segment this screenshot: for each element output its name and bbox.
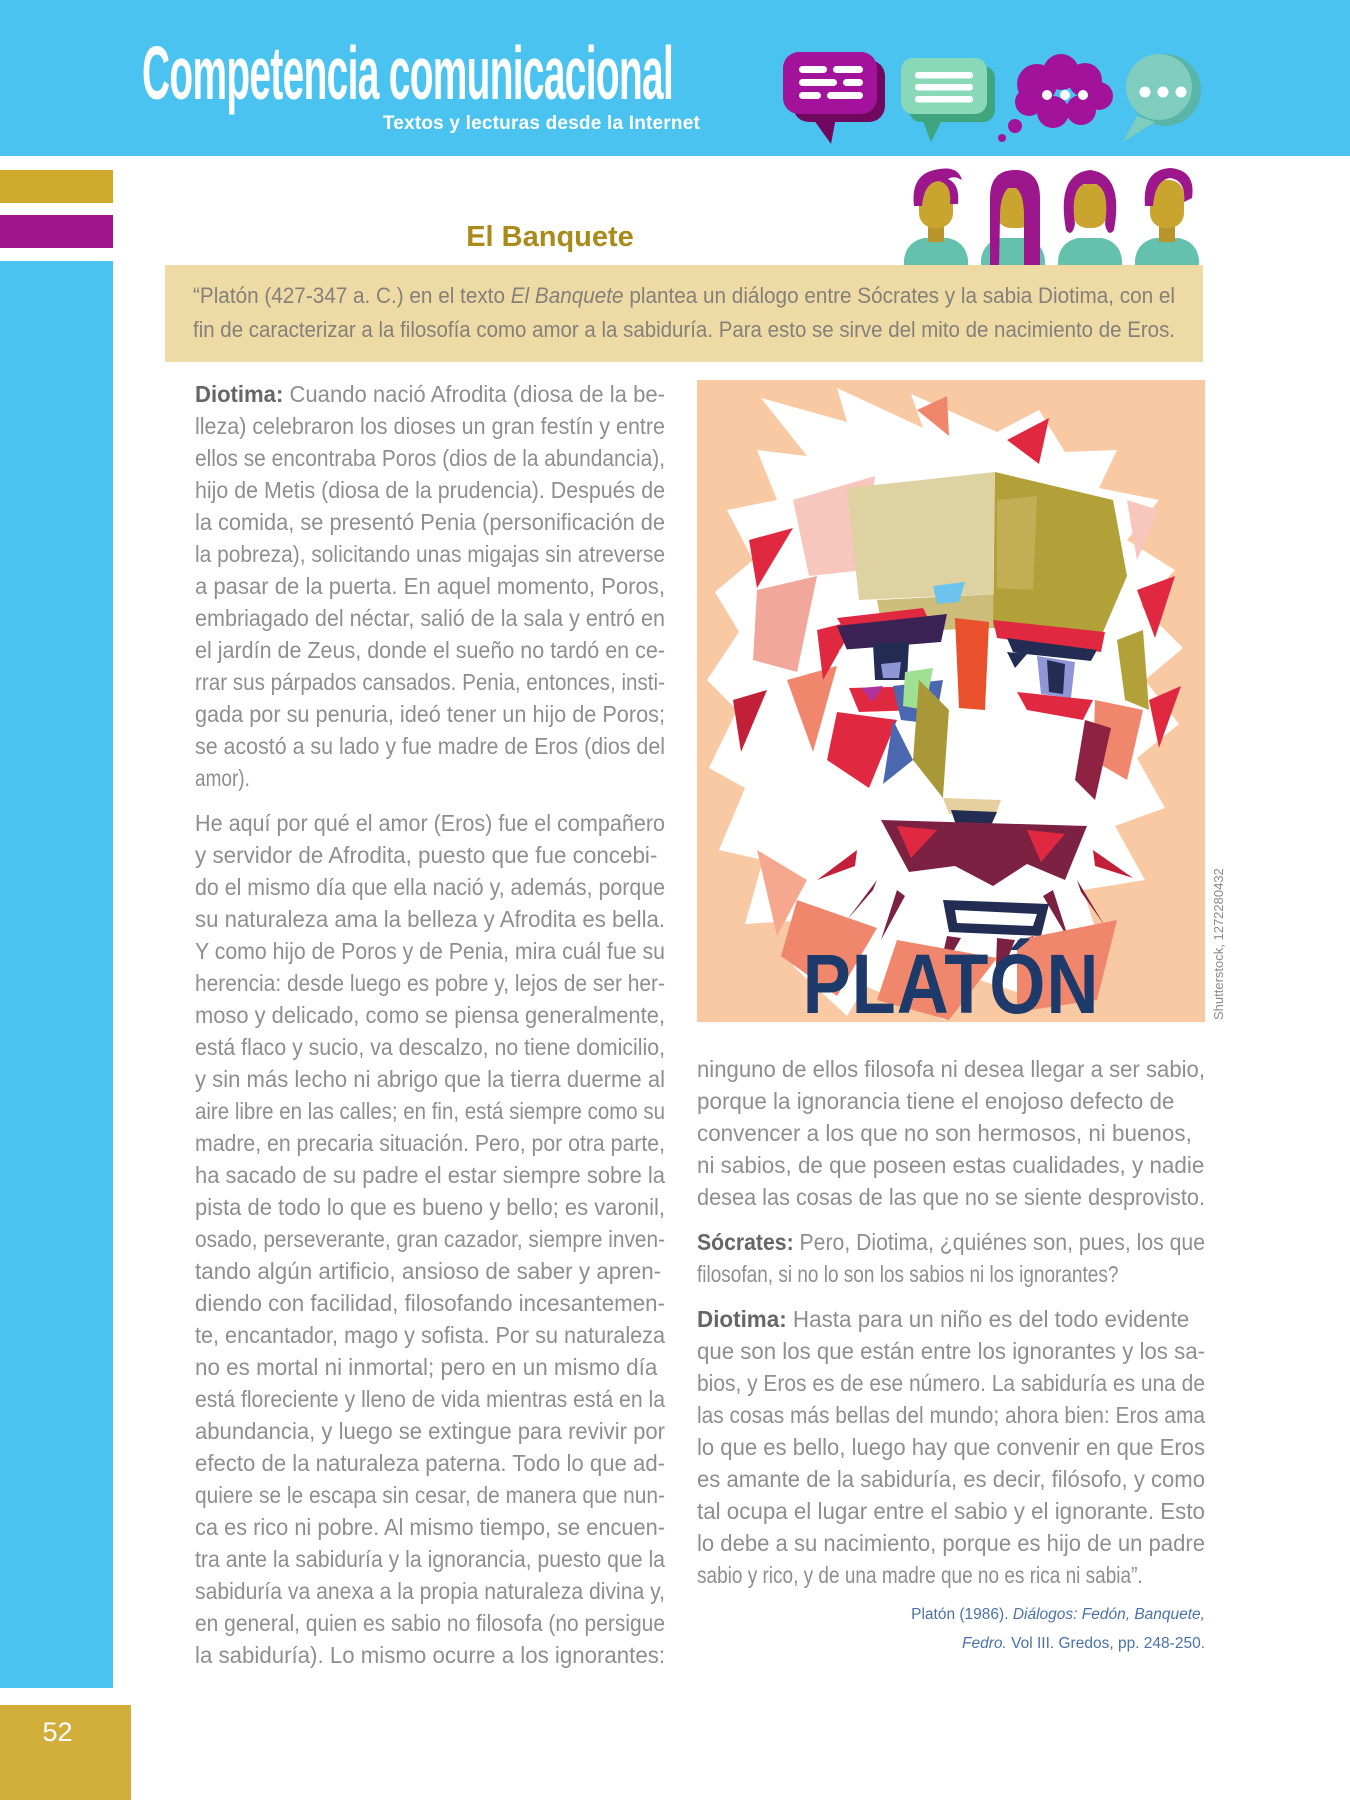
text-line: ca es rico ni pobre. Al mismo tiempo, se encuen-: [195, 1515, 665, 1542]
text-line: a pasar de la puerta. En aquel momento, Poros,: [195, 574, 665, 601]
text-line: abundancia, y luego se extingue para revivir por: [195, 1419, 665, 1446]
text-line: osado, perseverante, gran cazador, siempre inven-: [195, 1227, 666, 1254]
text-line: las cosas más bellas del mundo; ahora bien: Eros ama: [697, 1403, 1206, 1430]
text-line: pista de todo lo que es bueno y bello; es varonil,: [195, 1195, 665, 1222]
platon-portrait-image: [697, 380, 1205, 1031]
chat-bubble-lines-icon: [901, 58, 995, 142]
text-line: ha sacado de su padre el estar siempre sobre la: [195, 1163, 665, 1190]
text-line: porque la ignorancia tiene el enojoso defecto de: [697, 1089, 1175, 1116]
text-line: convencer a los que no son hermosos, ni buenos,: [697, 1121, 1192, 1148]
text-line: hijo de Metis (diosa de la prudencia). Después de: [195, 478, 666, 505]
edge-bar-gold: [0, 170, 113, 203]
page-number: 52: [42, 1717, 73, 1747]
platon-caption: PLATÓN: [802, 937, 1100, 1031]
section-title: El Banquete: [466, 221, 634, 253]
text-line: gada por su penuria, ideó tener un hijo de Poros;: [195, 702, 665, 729]
avatar-woman-long-hair: [981, 170, 1045, 268]
text-line: está flaco y sucio, va descalzo, no tiene domicilio,: [195, 1035, 666, 1062]
text-line: madre, en precaria situación. Pero, por otra parte,: [195, 1131, 665, 1158]
avatar-woman-bob-hair: [1058, 170, 1122, 268]
people-avatars: [898, 156, 1204, 268]
text-line: Diotima: Hasta para un niño es del todo evidente: [697, 1307, 1190, 1334]
text-line: lo que es bello, luego hay que convenir en que Eros: [697, 1435, 1205, 1462]
text-line: aire libre en las calles; en fin, está siempre como su: [195, 1099, 666, 1126]
avatar-man-1: [904, 168, 968, 268]
text-line: no es mortal ni inmortal; pero en un mismo día: [195, 1355, 658, 1382]
text-line: sabio y rico, y de una madre que no es rica ni sabia”.: [697, 1563, 1143, 1590]
text-line: rrar sus párpados cansados. Penia, entonces, insti-: [195, 670, 665, 697]
communication-icons: [775, 50, 1215, 146]
text-line: lleza) celebraron los dioses un gran festín y entre: [195, 414, 666, 441]
text-line: ellos se encontraba Poros (dios de la abundancia),: [195, 446, 666, 473]
text-line: el jardín de Zeus, donde el sueño no tardó en ce-: [195, 638, 666, 665]
text-line: Sócrates: Pero, Diotima, ¿quiénes son, pues, los que: [697, 1230, 1205, 1257]
text-line: filosofan, si no lo son los sabios ni los ignorantes?: [697, 1262, 1119, 1289]
text-line: sabiduría va anexa a la propia naturaleza divina y,: [195, 1579, 666, 1606]
page-title: Competencia comunicacional: [142, 31, 674, 116]
text-line: moso y delicado, como se piensa generalmente,: [195, 1003, 665, 1030]
platon-portrait-illustration: [697, 380, 1205, 1022]
text-line: tal ocupa el lugar entre el sabio y el ignorante. Esto: [697, 1499, 1205, 1526]
image-credit: Shutterstock, 1272280432: [1211, 868, 1226, 1020]
text-line: amor).: [195, 766, 250, 793]
text-line: desea las cosas de las que no se siente desprovisto.: [697, 1185, 1205, 1212]
text-line: en general, quien es sabio no filosofa (no persigue: [195, 1611, 666, 1638]
intro-box: [165, 265, 1203, 362]
text-line: tando algún artificio, ansioso de saber y apren-: [195, 1259, 662, 1286]
text-line: su naturaleza ama la belleza y Afrodita es bella.: [195, 907, 666, 934]
text-line: que son los que están entre los ignorantes y los sa-: [697, 1339, 1205, 1366]
text-line: herencia: desde luego es pobre y, lejos de ser her-: [195, 971, 666, 998]
text-line: efecto de la naturaleza paterna. Todo lo que ad-: [195, 1451, 666, 1478]
text-line: lo debe a su nacimiento, porque es hijo de un padre: [697, 1531, 1205, 1558]
article-right-column: [697, 1055, 1205, 1606]
text-line: la sabiduría). Lo mismo ocurre a los ignorantes:: [195, 1643, 666, 1670]
speech-bubble-dots-icon: [1123, 54, 1201, 142]
article-left-column: [195, 380, 665, 1686]
text-line: do el mismo día que ella nació y, además, porque: [195, 875, 666, 902]
intro-text: [193, 279, 1176, 360]
text-line: se acostó a su lado y fue madre de Eros (dios del: [195, 734, 666, 761]
citation-line: Platón (1986). Diálogos: Fedón, Banquete,: [911, 1606, 1205, 1623]
text-line: Y como hijo de Poros y de Penia, mira cuál fue su: [195, 939, 665, 966]
thought-cloud-dots-icon: [998, 54, 1113, 142]
avatar-man-2: [1135, 168, 1199, 268]
text-line: He aquí por qué el amor (Eros) fue el compañero: [195, 811, 666, 838]
text-line: bios, y Eros es de ese número. La sabiduría es una de: [697, 1371, 1205, 1398]
page-subtitle: Textos y lecturas desde la Internet: [382, 113, 700, 134]
text-line: es amante de la sabiduría, es decir, filósofo, y como: [697, 1467, 1205, 1494]
edge-bar-magenta: [0, 215, 113, 248]
text-line: te, encantador, mago y sofista. Por su naturaleza: [195, 1323, 665, 1350]
text-line: tra ante la sabiduría y la ignorancia, puesto que la: [195, 1547, 665, 1574]
text-line: está floreciente y lleno de vida mientras está en la: [195, 1387, 665, 1414]
text-line: la pobreza), solicitando unas migajas sin atreverse: [195, 542, 665, 569]
text-line: diendo con facilidad, filosofando incesantemen-: [195, 1291, 665, 1318]
citation: [697, 1600, 1205, 1658]
text-line: ni sabios, de que poseen estas cualidades, y nadie: [697, 1153, 1205, 1180]
text-line: ninguno de ellos filosofa ni desea llegar a ser sabio,: [697, 1057, 1205, 1084]
text-line: fin de caracterizar a la filosofía como amor a la sabiduría. Para esto se sirve del mito de nacimiento de Eros.: [193, 316, 1176, 342]
text-line: “Platón (427-347 a. C.) en el texto El Banquete plantea un diálogo entre Sócrates y la sabia Diotima, con el: [193, 282, 1175, 308]
edge-bar-blue: [0, 261, 113, 1688]
citation-line: Fedro. Vol III. Gredos, pp. 248-250.: [962, 1635, 1205, 1652]
text-line: la comida, se presentó Penia (personificación de: [195, 510, 665, 537]
text-line: y servidor de Afrodita, puesto que fue concebi-: [195, 843, 658, 870]
text-line: Diotima: Cuando nació Afrodita (diosa de la be-: [195, 382, 665, 409]
text-line: embriagado del néctar, salió de la sala y entró en: [195, 606, 665, 633]
speech-bubble-lines-icon: [783, 52, 885, 144]
text-line: y sin más lecho ni abrigo que la tierra duerme al: [195, 1067, 666, 1094]
text-line: quiere se le escapa sin cesar, de manera que nun-: [195, 1483, 665, 1510]
page-number-bar: [0, 1705, 131, 1800]
